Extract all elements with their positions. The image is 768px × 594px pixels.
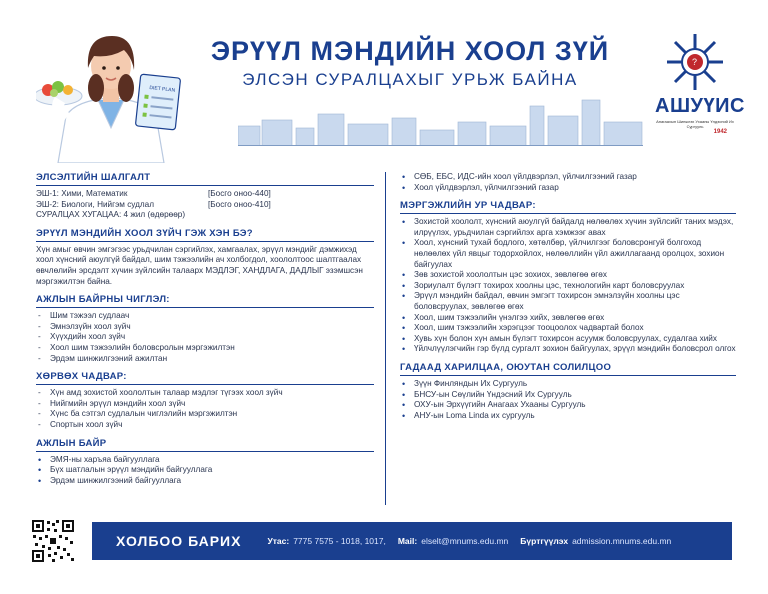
workplaces-title: АЖЛЫН БАЙР	[36, 438, 374, 452]
qr-code-icon[interactable]	[30, 518, 76, 564]
exam-row-2	[36, 200, 374, 211]
city-skyline-icon	[238, 96, 643, 146]
list-item: • Эрдэм шинжилгээний байгууллага	[36, 476, 374, 487]
column-divider	[385, 172, 386, 505]
workplaces-section	[36, 438, 374, 487]
list-item: - Нийгмийн эрүүл мэндийн хоол зүйч	[36, 399, 374, 410]
logo-caption: Анагаахын Шинжлэх Ухааны Үндэсний Их Сургууль	[656, 119, 734, 129]
register-label: Бүртгүүлэх	[520, 536, 569, 546]
right-column	[400, 172, 736, 428]
exam-2-label: ЭШ-2: Биологи, Нийгэм судлал	[36, 199, 154, 209]
admission-section	[36, 172, 374, 221]
workplaces-continued	[400, 172, 736, 193]
contact-footer	[92, 522, 732, 560]
nutritionist-illustration	[36, 18, 186, 163]
list-item: - Шим тэжээл судлаач	[36, 311, 374, 322]
list-item: • Зөв зохистой хоололтын цэс зохиох, зөвлөгөө өгөх	[400, 270, 736, 281]
directions-list	[36, 311, 374, 364]
exam-1-threshold: [Босго оноо-440]	[208, 189, 271, 198]
list-item: • Хоол, шим тэжээлийн хэрэгцээг тооцоолох чадвартай болох	[400, 323, 736, 334]
diet-plan-label: DIET PLAN	[149, 85, 176, 94]
about-section	[36, 228, 374, 287]
page-title: ЭРҮҮЛ МЭНДИЙН ХООЛ ЗҮЙ	[210, 36, 610, 66]
phone-value[interactable]: 7775 7575 - 1018, 1017,	[293, 536, 386, 546]
admission-title: ЭЛСЭЛТИЙН ШАЛГАЛТ	[36, 172, 374, 186]
register-link[interactable]: admission.mnums.edu.mn	[572, 536, 672, 546]
electives-title: ХӨРВӨХ ЧАДВАР:	[36, 371, 374, 385]
logo-year: 1942	[713, 129, 727, 135]
list-item: • БНСУ-ын Сөүлийн Үндэсний Их Сургууль	[400, 390, 736, 401]
skills-section	[400, 200, 736, 355]
exam-2-threshold: [Босго оноо-410]	[208, 199, 271, 209]
electives-list	[36, 388, 374, 430]
list-item: • Зориулалт бүлэгт тохирох хоолны цэс, технологийн карт боловсруулах	[400, 281, 736, 292]
svg-text:?: ?	[692, 57, 698, 67]
logo-name: АШУҮИС	[655, 95, 745, 117]
list-item: - Эрдэм шинжилгээний ажилтан	[36, 354, 374, 365]
list-item: - Хүнс ба сэтгэл судлалын чиглэлийн мэргэжилтэн	[36, 409, 374, 420]
directions-title: АЖЛЫН БАЙРНЫ ЧИГЛЭЛ:	[36, 294, 374, 308]
contact-title: ХОЛБОО БАРИХ	[116, 533, 242, 549]
left-column	[36, 172, 374, 493]
list-item: • СӨБ, ЕБС, ИДС-ийн хоол үйлдвэрлэл, үйлчилгээний газар	[400, 172, 736, 183]
list-item: - Хоол шим тэжээлийн боловсролын мэргэжилтэн	[36, 343, 374, 354]
list-item: - Спортын хоол зүйч	[36, 420, 374, 431]
list-item: • ЭМЯ-ны харъяа байгууллага	[36, 455, 374, 466]
list-item: - Эмнэлзүйн хоол зүйч	[36, 322, 374, 333]
mail-info	[398, 536, 508, 546]
list-item: • Зүүн Финляндын Их Сургууль	[400, 379, 736, 390]
logo-emblem-icon	[655, 30, 735, 95]
page-subtitle: ЭЛСЭН СУРАЛЦАХЫГ УРЬЖ БАЙНА	[242, 70, 578, 89]
about-text: Хүн амыг өвчин эмгэгээс урьдчилан сэргийлэх, хамгаалах, эрүүл мэндийг дэмжихэд хоол хүнсний аюулгүй байдал, шим тэжээлийн ач холбогдол, хоололтоос шалтгаалах өвчлөлийн эрсдэлт хүчин зүйлсийн талаарх МЭДЛЭГ, ХАНДЛАГА, ДАДЛЫГ эзэмшсэн мэргэжилтэн байна.	[36, 244, 363, 286]
list-item: • Хоол үйлдвэрлэл, үйлчилгээний газар	[400, 183, 736, 194]
directions-section	[36, 294, 374, 364]
list-item: - Хүүхдийн хоол зүйч	[36, 332, 374, 343]
skills-title: МЭРГЭЖЛИЙН УР ЧАДВАР:	[400, 200, 736, 214]
list-item: • АНУ-ын Loma Linda их сургууль	[400, 411, 736, 422]
exam-1-label: ЭШ-1: Хими, Математик	[36, 189, 128, 198]
electives-section	[36, 371, 374, 430]
international-section	[400, 362, 736, 421]
university-logo	[655, 30, 745, 150]
list-item: • Зохистой хоололт, хүнсний аюулгүй байдалд нөлөөлөх хүчин зүйлсийг таних мэдэх, илрүүлэх, урьдчилан сэргийлэх арга хэмжээг авах	[400, 217, 736, 238]
international-title: ГАДААД ХАРИЛЦАА, ОЮУТАН СОЛИЛЦОО	[400, 362, 736, 376]
phone-info	[267, 536, 385, 546]
international-list	[400, 379, 736, 421]
list-item: • Эрүүл мэндийн байдал, өвчин эмгэгт тохирсон эмнэлзүйн хоолны цэс боловсруулах, зөвлөгөө өгөх	[400, 291, 736, 312]
mail-label: Mail:	[397, 536, 418, 546]
register-info	[520, 536, 671, 546]
list-item: • Хоол, хүнсний тухай бодлого, хөтөлбөр, үйлчилгээг боловсронгуй болгоход нөлөөлөх үйл явцыг тодорхойлох, нөлөөллийн үйл ажиллагаанд оролцох, зохион байгуулах	[400, 238, 736, 270]
phone-label: Утас:	[267, 536, 290, 546]
skills-list	[400, 217, 736, 355]
workplaces-list	[36, 455, 374, 487]
about-title: ЭРҮҮЛ МЭНДИЙН ХООЛ ЗҮЙЧ ГЭЖ ХЭН БЭ?	[36, 228, 374, 242]
list-item: • Үйлчлүүлэгчийн гэр бүлд сургалт зохион байгуулах, эрүүл мэндийн боловсрол олгох	[400, 344, 736, 355]
list-item: • Хувь хүн болон хүн амын бүлэгт тохирсон асуумж боловсруулах, судалгаа хийх	[400, 334, 736, 345]
list-item: • ОХУ-ын Эрхүүгийн Анагаах Ухааны Сургууль	[400, 400, 736, 411]
list-item: • Хоол, шим тэжээлийн үнэлгээ хийх, зөвлөгөө өгөх	[400, 313, 736, 324]
study-duration: СУРАЛЦАХ ХУГАЦАА: 4 жил (өдөрөөр)	[36, 210, 186, 220]
header	[0, 0, 768, 165]
exam-row-1	[36, 189, 374, 200]
list-item: • Бүх шатлалын эрүүл мэндийн байгууллага	[36, 465, 374, 476]
workplaces-list-continued	[400, 172, 736, 193]
mail-link[interactable]: elselt@mnums.edu.mn	[421, 536, 509, 546]
list-item: - Хүн амд зохистой хоололтын талаар мэдлэг түгээх хоол зүйч	[36, 388, 374, 399]
